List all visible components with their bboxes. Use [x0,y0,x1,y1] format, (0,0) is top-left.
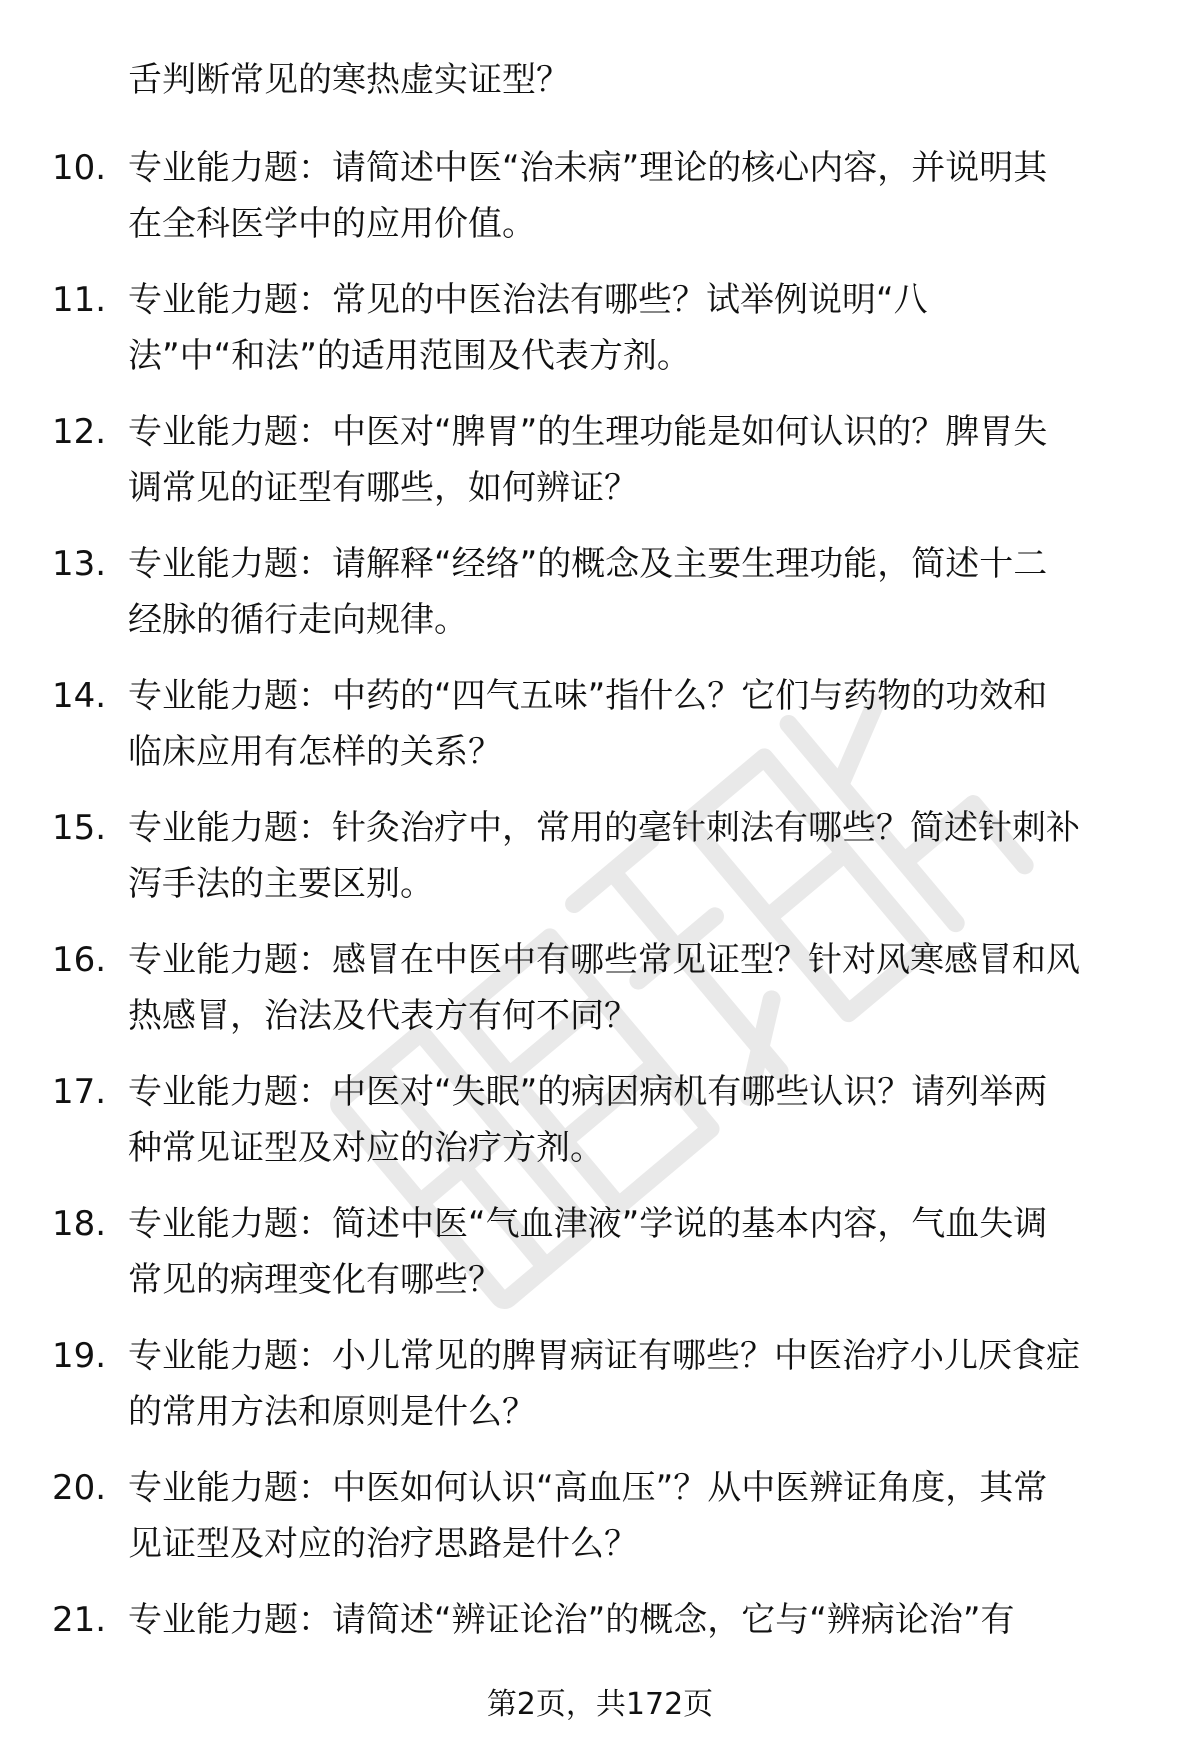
question-text [128,536,1138,648]
question-text [128,1196,1138,1308]
question-number: 13. [52,544,107,584]
question-text [128,1592,1138,1648]
question-text [128,800,1138,912]
question-text-line: 常见的病理变化有哪些？ [128,1260,502,1300]
question-text-line: 专业能力题：常见的中医治法有哪些？试举例说明“八 [128,280,928,320]
question-text [128,1328,1138,1440]
question-text [128,404,1138,516]
question-item [0,272,1200,404]
question-text [128,932,1138,1044]
question-item [0,404,1200,536]
question-number: 15. [52,808,107,848]
question-item [0,800,1200,932]
question-text-line: 法”中“和法”的适用范围及代表方剂。 [128,336,691,376]
question-text-line: 临床应用有怎样的关系？ [128,732,502,772]
question-list [0,140,1200,1724]
question-number: 14. [52,676,107,716]
question-item [0,668,1200,800]
question-number: 17. [52,1072,107,1112]
question-item [0,932,1200,1064]
question-text [128,668,1138,780]
page-footer: 第2页，共172页 [486,1687,714,1722]
question-text-line: 专业能力题：针灸治疗中，常用的毫针刺法有哪些？简述针刺补 [128,808,1080,848]
question-item [0,1328,1200,1460]
question-text-line: 专业能力题：感冒在中医中有哪些常见证型？针对风寒感冒和风 [128,940,1080,980]
question-item [0,1196,1200,1328]
question-item [0,536,1200,668]
continuation-text: 舌判断常见的寒热虚实证型？ [128,60,570,100]
question-number: 20. [52,1468,107,1508]
question-number: 12. [52,412,107,452]
question-number: 19. [52,1336,107,1376]
question-text-line: 见证型及对应的治疗思路是什么？ [128,1524,638,1564]
question-text-line: 专业能力题：请解释“经络”的概念及主要生理功能，简述十二 [128,544,1048,584]
question-text-line: 专业能力题：简述中医“气血津液”学说的基本内容，气血失调 [128,1204,1048,1244]
question-text-line: 热感冒，治法及代表方有何不同？ [128,996,638,1036]
question-text-line: 专业能力题：中医如何认识“高血压”？从中医辨证角度，其常 [128,1468,1048,1508]
question-item [0,1064,1200,1196]
question-text-line: 种常见证型及对应的治疗方剂。 [128,1128,604,1168]
question-text-line: 调常见的证型有哪些，如何辨证？ [128,468,638,508]
question-text-line: 专业能力题：小儿常见的脾胃病证有哪些？中医治疗小儿厌食症 [128,1336,1080,1376]
question-text [128,140,1138,252]
question-text-line: 专业能力题：中医对“失眠”的病因病机有哪些认识？请列举两 [128,1072,1048,1112]
question-text-line: 泻手法的主要区别。 [128,864,434,904]
question-text-line: 经脉的循行走向规律。 [128,600,468,640]
question-number: 16. [52,940,107,980]
question-text-line: 专业能力题：请简述“辨证论治”的概念，它与“辨病论治”有 [128,1600,1015,1640]
question-text-line: 专业能力题：中药的“四气五味”指什么？它们与药物的功效和 [128,676,1048,716]
question-text-line: 专业能力题：请简述中医“治未病”理论的核心内容，并说明其 [128,148,1048,188]
question-item [0,1460,1200,1592]
question-text [128,272,1138,384]
question-number: 21. [52,1600,107,1640]
question-text [128,1460,1138,1572]
question-text-line: 在全科医学中的应用价值。 [128,204,536,244]
question-text [128,1064,1138,1176]
question-number: 10. [52,148,107,188]
question-text-line: 专业能力题：中医对“脾胃”的生理功能是如何认识的？脾胃失 [128,412,1048,452]
question-item [0,140,1200,272]
question-number: 18. [52,1204,107,1244]
question-number: 11. [52,280,107,320]
question-text-line: 的常用方法和原则是什么？ [128,1392,536,1432]
